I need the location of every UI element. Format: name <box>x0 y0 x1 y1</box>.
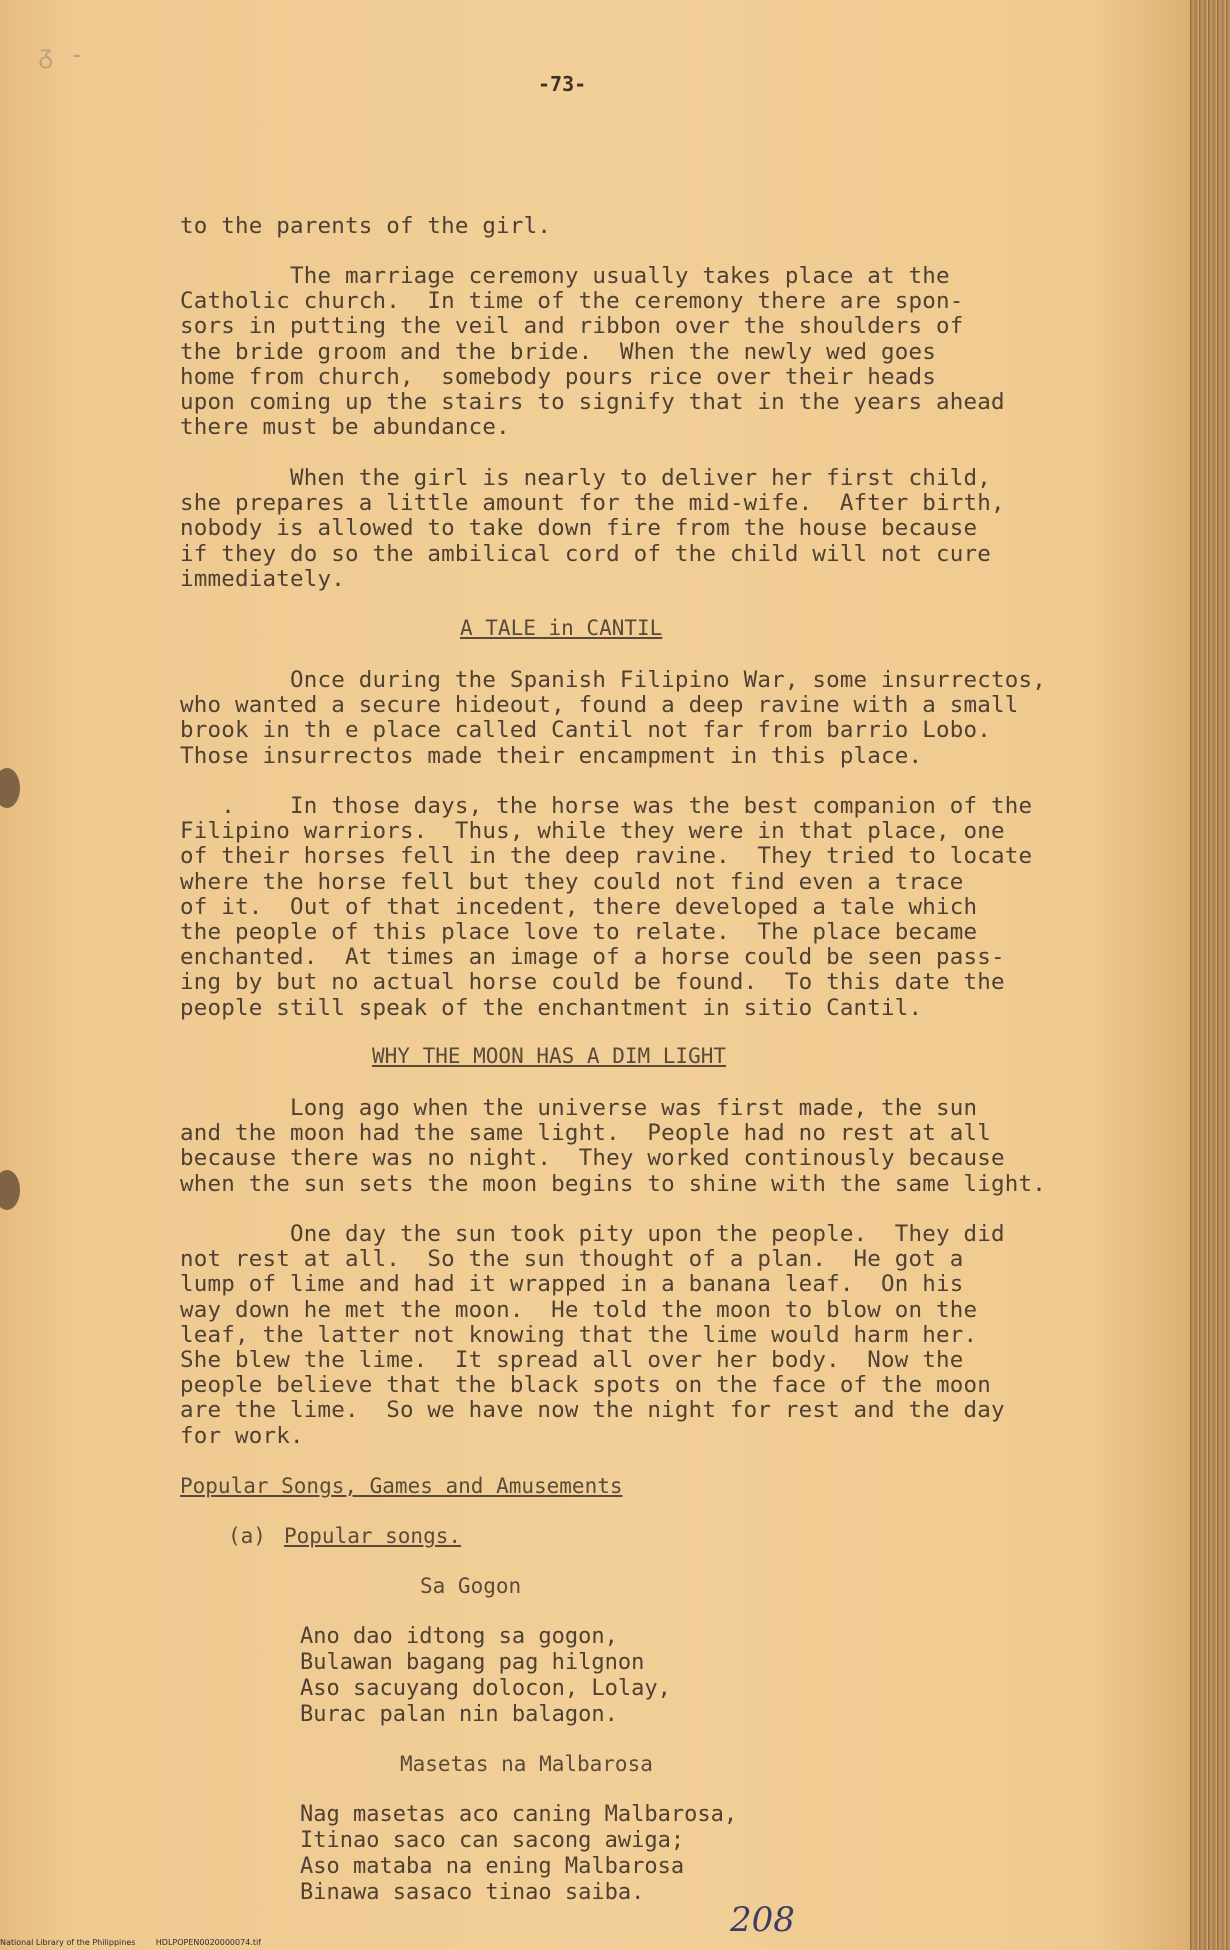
paragraph: . In those days, the horse was the best companion of the Filipino warriors. Thus, while they were in that place, one of their horses fell in the deep ravine. They tried to locate where the horse fell but they could not find even a trace of it. Out of that incedent, there developed a tale which the people of this place love to relate. The place became enchanted. At times an image of a horse could be seen pass- ing by but no actual horse could be found. To this date the people still speak of the enchantment in sitio Cantil. <box>180 793 1033 1021</box>
binder-hole <box>0 768 20 808</box>
song-title: Sa Gogon <box>420 1574 522 1598</box>
song-lyrics: Nag masetas aco caning Malbarosa, Itinao saco can sacong awiga; Aso mataba na ening Malbarosa Binawa sasaco tinao saiba. <box>300 1802 738 1905</box>
section-title-moon: WHY THE MOON HAS A DIM LIGHT <box>372 1044 727 1068</box>
section-title-songs: Popular Songs, Games and Amusements <box>180 1474 623 1498</box>
paragraph: When the girl is nearly to deliver her first child, she prepares a little amount for the mid-wife. After birth, nobody is allowed to take down fire from the house because if they do so the ambilical cord of the child will not cure immediately. <box>180 465 1005 592</box>
subsection-marker: (a) <box>228 1524 266 1548</box>
binder-hole <box>0 1170 20 1210</box>
footer-source <box>0 1938 261 1947</box>
paragraph: One day the sun took pity upon the people. They did not rest at all. So the sun thought of a plan. He got a lump of lime and had it wrapped in a banana leaf. On his way down he met the moon. He told the moon to blow on the leaf, the latter not knowing that the lime would harm her. She blew the lime. It spread all over her body. Now the people believe that the black spots on the face of the moon are the lime. So we have now the night for rest and the day for work. <box>180 1221 1005 1449</box>
book-binding <box>1190 0 1230 1950</box>
song-title: Masetas na Malbarosa <box>400 1752 653 1776</box>
subsection-title: Popular songs. <box>284 1524 462 1548</box>
footer-library: National Library of the Philippines <box>0 1938 136 1947</box>
paragraph: The marriage ceremony usually takes place at the Catholic church. In time of the ceremony there are spon- sors in putting the veil and ribbon over the shoulders of the bride groom and the bride. When the newly wed goes home from church, somebody pours rice over their heads upon coming up the stairs to signify that in the years ahead there must be abundance. <box>180 263 1005 441</box>
page-number: -73- <box>538 72 587 96</box>
handwritten-page-number: 208 <box>730 1900 795 1940</box>
paragraph: Once during the Spanish Filipino War, some insurrectos, who wanted a secure hideout, found a deep ravine with a small brook in th e place called Cantil not far from barrio Lobo. Those insurrectos made their encampment in this place. <box>180 667 1047 769</box>
paragraph: Long ago when the universe was first made, the sun and the moon had the same light. People had no rest at all because there was no night. They worked continously because when the sun sets the moon begins to shine with the same light. <box>180 1095 1047 1197</box>
paragraph: to the parents of the girl. <box>180 213 552 239</box>
song-lyrics: Ano dao idtong sa gogon, Bulawan bagang pag hilgnon Aso sacuyang dolocon, Lolay, Burac palan nin balagon. <box>300 1624 671 1727</box>
footer-file-id: HDLPOPEN0020000074.tif <box>155 1938 261 1947</box>
section-title-tale: A TALE in CANTIL <box>460 616 663 640</box>
margin-scribble: ᵹ ‐ <box>38 40 85 70</box>
